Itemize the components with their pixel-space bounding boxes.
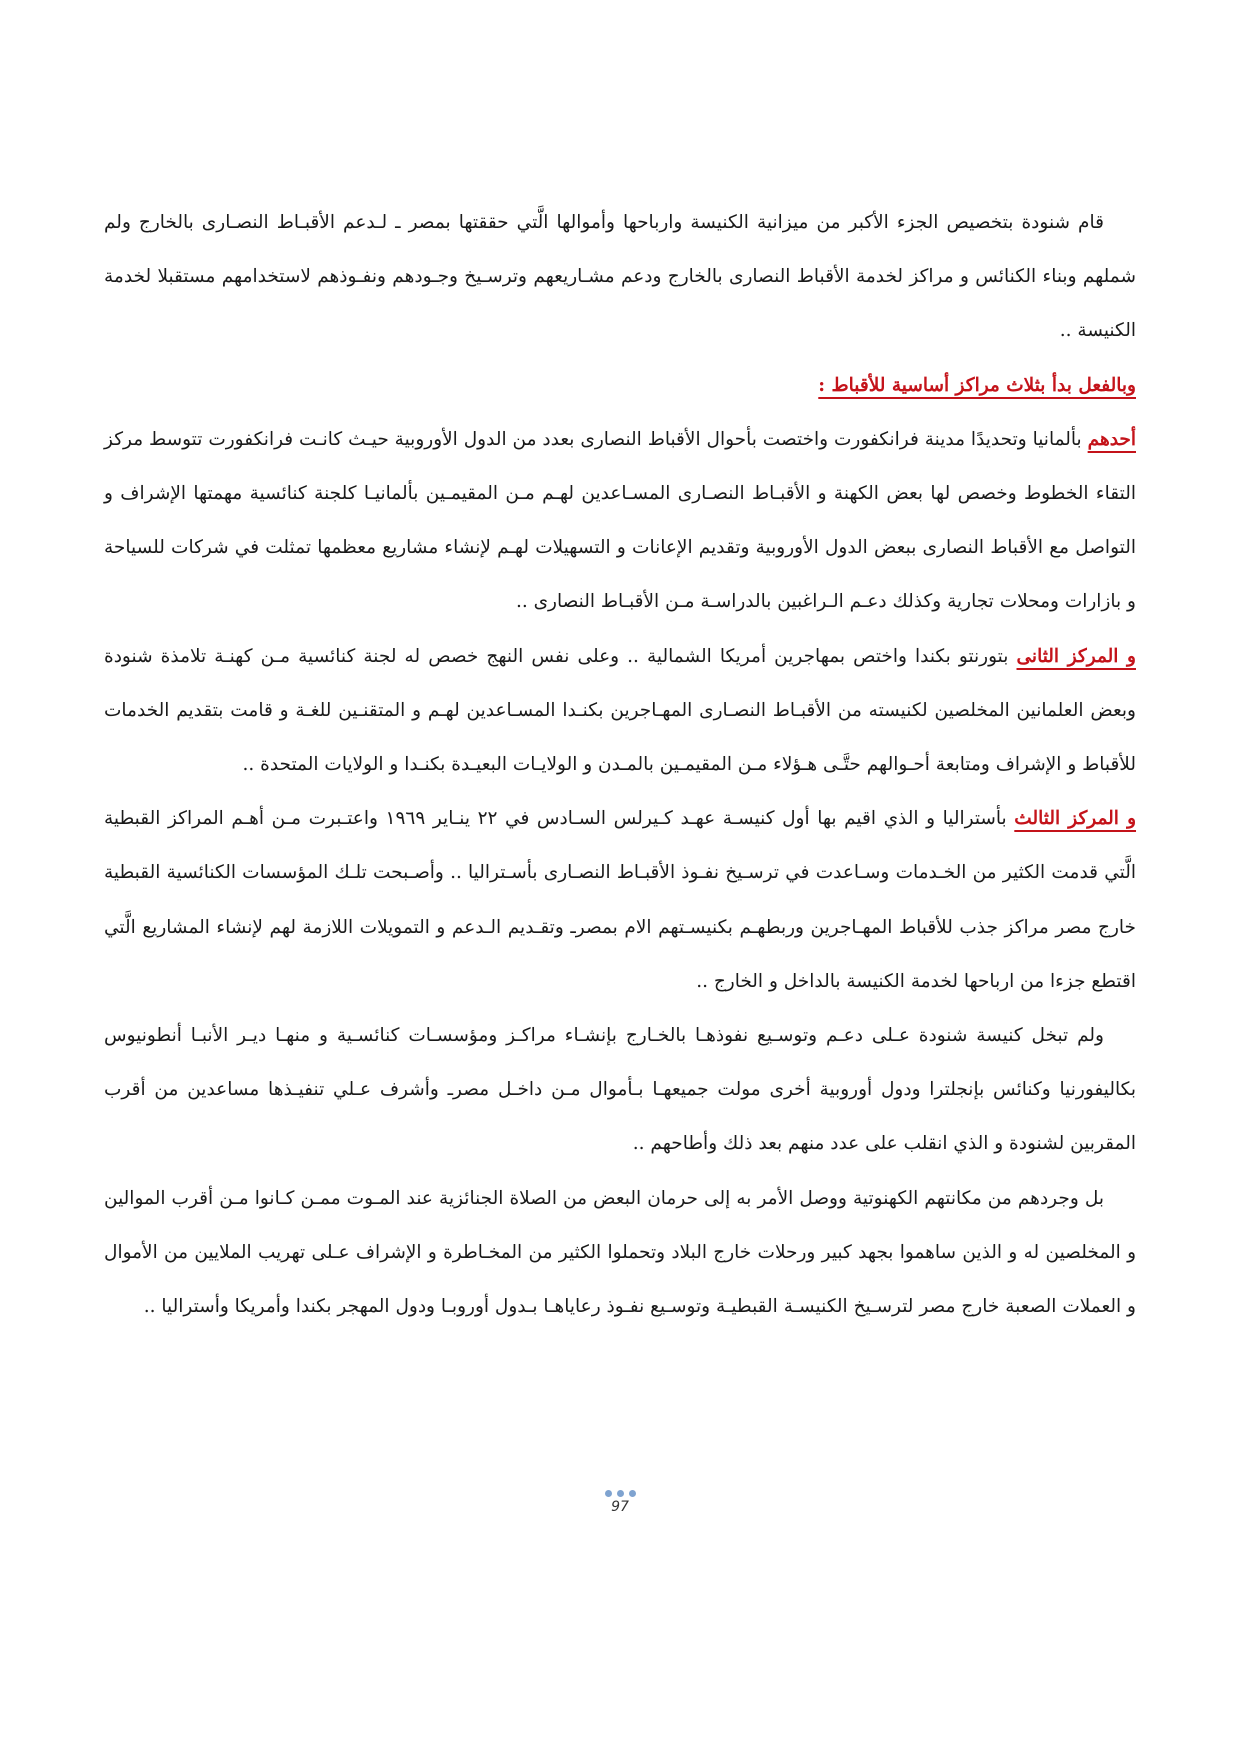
- paragraph-excommunication: بل وجردهم من مكانتهم الكهنوتية ووصل الأمر به إلى حرمان البعض من الصلاة الجنائزية عند المـوت ممـن كـانوا مـن أقرب الموالين و المخلصين له و الذين ساهموا بجهد كبير ورحلات خارج البلاد وتحملوا الكثير من المخـاطرة و الإشراف عـلى تهريب الملايين من الأموال و العملات الصعبة خارج مصر لترسـيخ الكنيسـة القبطيـة وتوسـيع نفـوذ رعاياهـا بـدول أوروبـا ودول المهجر بكندا وأمريكا وأستراليا ..: [104, 1187, 1136, 1318]
- paragraph-germany-body: بألمانيا وتحديدًا مدينة فرانكفورت واختصت بأحوال الأقباط النصارى بعدد من الدول الأوروبية حيـث كانـت فرانكفورت تتوسط مركز التقاء الخطوط وخصص لها بعض الكهنة و الأقبـاط النصـارى المسـاعدين لهـم مـن المقيمـين بألمانيـا كلجنة كنائسية مهمتها الإشراف و التواصل مع الأقباط النصارى ببعض الدول الأوروبية وتقديم الإعانات و التسهيلات لهـم لإنشاء مشاريع معظمها تمثلت في شركات للسياحة و بازارات ومحلات تجارية وكذلك دعـم الـراغبين بالدراسـة مـن الأقبـاط النصارى ..: [104, 428, 1136, 613]
- paragraph-expansion: ولم تبخل كنيسة شنودة عـلى دعـم وتوسـيع نفوذهـا بالخـارج بإنشـاء مراكـز ومؤسسـات كنائسـية و منهـا ديـر الأنبـا أنطونيوس بكاليفورنيا وكنائس بإنجلترا ودول أوروبية أخرى مولت جميعهـا بـأموال مـن داخـل مصرـ وأشرف عـلي تنفيـذها مساعدين من أقرب المقربين لشنودة و الذي انقلب على عدد منهم بعد ذلك وأطاحهم ..: [104, 1025, 1136, 1155]
- paragraph-australia-body: بأستراليا و الذي اقيم بها أول كنيسـة عهـد كـيرلس السـادس في ٢٢ ينـاير ١٩٦٩ واعتـبرت مـن أهـم المراكز القبطية الَّتي قدمت الكثير من الخـدمات وسـاعدت في ترسـيخ نفـوذ الأقبـاط النصـارى بأسـتراليا .. وأصـبحت تلـك المؤسسات الكنائسية القبطية خارج مصر مراكز جذب للأقباط المهـاجرين وربطهـم بكنيسـتهم الام بمصرـ وتقـديم الـدعم و التمويلات اللازمة لهم لإنشاء المشاريع الَّتي اقتطع جزءا من ارباحها لخدمة الكنيسة بالداخل و الخارج ..: [104, 808, 1136, 992]
- paragraph-germany-center: [104, 413, 1136, 630]
- ornament-dot: [629, 1490, 636, 1497]
- lead-third-center: و المركز الثالث: [1014, 808, 1137, 830]
- lead-second-center: و المركز الثانى: [1016, 645, 1136, 667]
- paragraph-australia-center: [104, 792, 1136, 1009]
- page-dots-ornament: [580, 1488, 660, 1498]
- page-footer: [580, 1488, 660, 1515]
- lead-first-center: أحدهم: [1087, 428, 1136, 450]
- ornament-dot: [617, 1490, 624, 1497]
- paragraph-budget: قام شنودة بتخصيص الجزء الأكبر من ميزانية الكنيسة وارباحها وأموالها الَّتي حققتها بمصر ـ لـدعم الأقبـاط النصـارى بالخارج ولم شملهم وبناء الكنائس و مراكز لخدمة الأقباط النصارى بالخارج ودعم مشـاريعهم وترسـيخ وجـودهم ونفـوذهم لاستخدامهم مستقبلا لخدمة الكنيسة ..: [104, 212, 1136, 342]
- ornament-dot: [605, 1490, 612, 1497]
- section-heading-text: وبالفعل بدأ بثلاث مراكز أساسية للأقباط :: [818, 374, 1136, 396]
- body-text: [104, 196, 1136, 1334]
- paragraph-canada-center: [104, 630, 1136, 793]
- paragraph-canada-body: بتورنتو بكندا واختص بمهاجرين أمريكا الشمالية .. وعلى نفس النهج خصص له لجنة كنائسية مـن كهنـة تلامذة شنودة وبعض العلمانين المخلصين لكنيسته من الأقبـاط النصـارى المهـاجرين بكنـدا المسـاعدين لهـم و المتقنـين للغـة و قامت بتقديم الخدمات للأقباط و الإشراف ومتابعة أحـوالهم حتَّـى هـؤلاء مـن المقيمـين بالمـدن و الولايـات البعيـدة بكنـدا و الولايات المتحدة ..: [104, 645, 1136, 776]
- section-heading: [104, 359, 1136, 413]
- page-number: 97: [611, 1499, 629, 1515]
